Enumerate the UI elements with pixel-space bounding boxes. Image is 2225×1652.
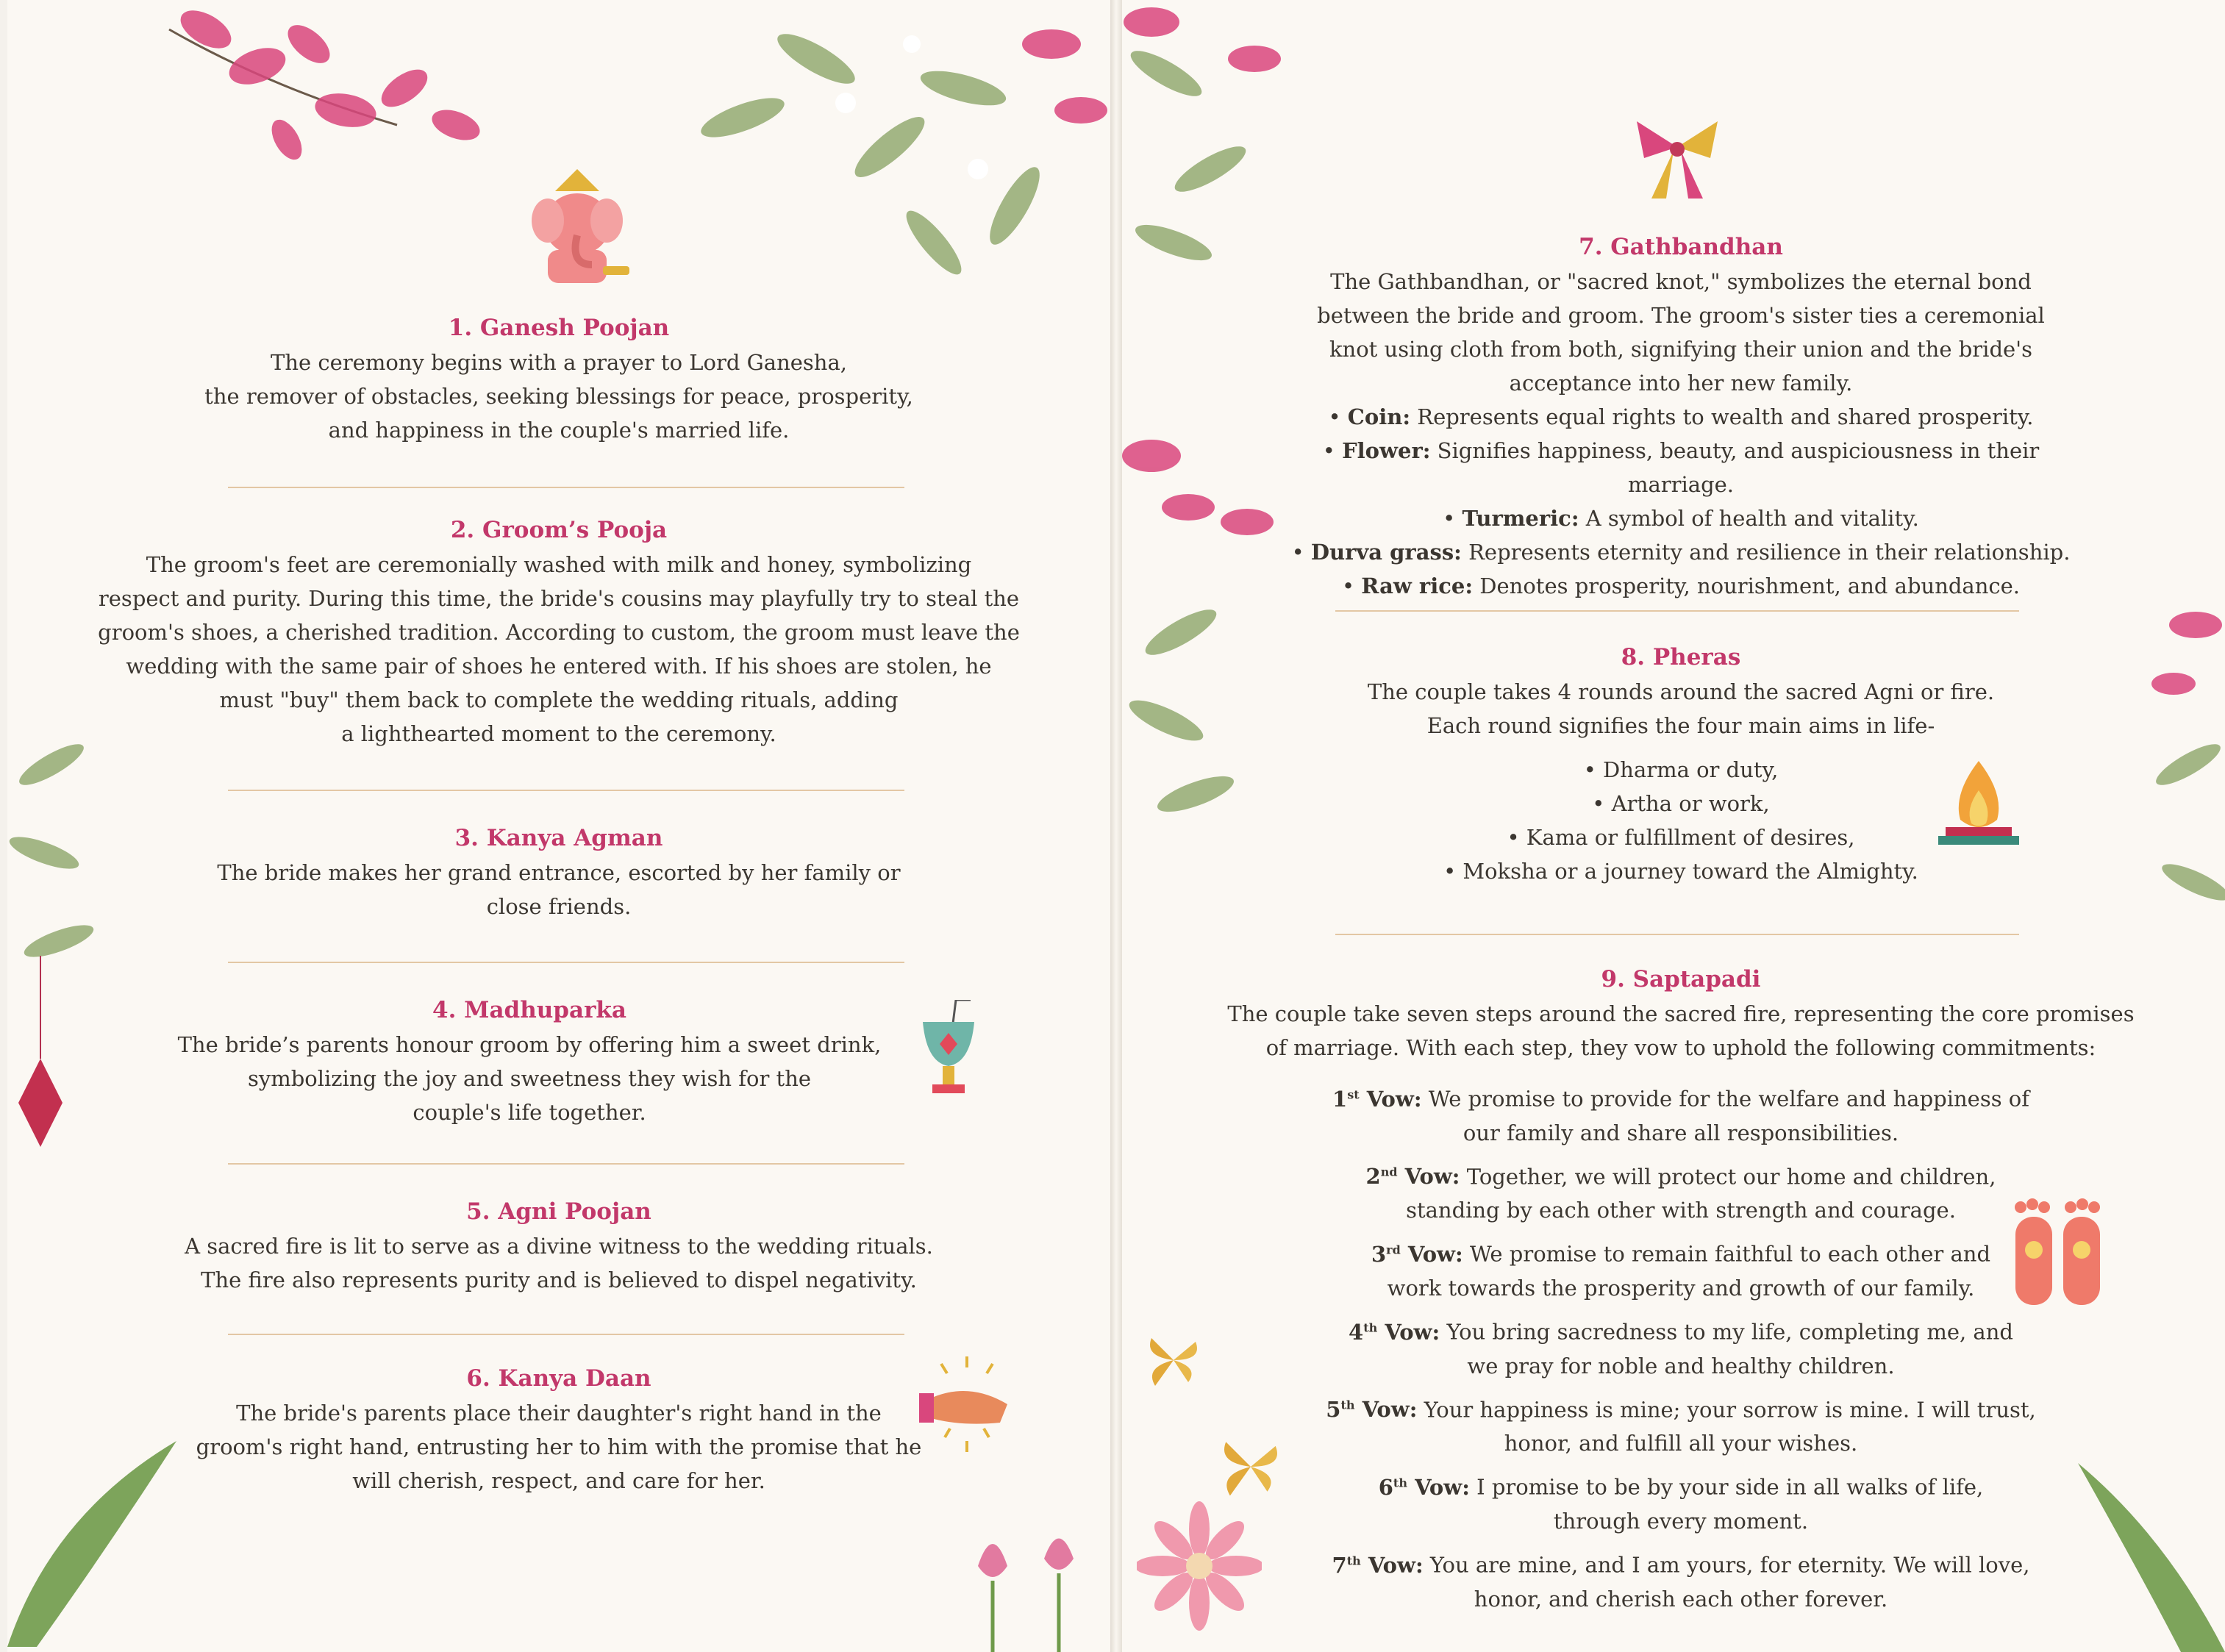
- butterfly-icon: [1144, 1331, 1203, 1390]
- section-ganesh-poojan: [191, 315, 926, 447]
- vow-label: 3rd Vow:: [1371, 1241, 1463, 1267]
- section-title: 5. Agni Poojan: [466, 1198, 651, 1225]
- section-body: The Gathbandhan, or "sacred knot," symbolizes the eternal bond between the bride and groom. The groom's sister ties a ceremonial knot using cloth from both, signifying their union and the bride's acceptance into her new family.: [1317, 269, 2045, 396]
- vow-text: Your happiness is mine; your sorrow is mine. I will trust, honor, and fulfill all your wishes.: [1424, 1397, 2036, 1456]
- page-fold: [1110, 0, 1122, 1652]
- item-term: Flower:: [1342, 438, 1431, 463]
- vow-label: 4th Vow:: [1349, 1319, 1440, 1345]
- list-item: • Dharma or duty,: [1583, 757, 1779, 782]
- item-text: Signifies happiness, beauty, and auspiciousness in their marriage.: [1437, 438, 2040, 497]
- vow-label: 7th Vow:: [1332, 1552, 1424, 1578]
- section-body: A sacred fire is lit to serve as a divine witness to the wedding rituals. The fire also represents purity and is believed to dispel negativity.: [185, 1234, 933, 1292]
- list-item: • Artha or work,: [1592, 791, 1770, 816]
- divider: [228, 487, 904, 488]
- vow-label: 6th Vow:: [1378, 1474, 1470, 1500]
- section-saptapadi: [1210, 966, 2151, 1622]
- section-title: 3. Kanya Agman: [454, 825, 663, 851]
- vow-item: [1210, 1311, 2151, 1383]
- section-body: The bride makes her grand entrance, escorted by her family or close friends.: [217, 860, 901, 919]
- sacred-knot-icon: [1629, 114, 1725, 202]
- item-text: Denotes prosperity, nourishment, and abundance.: [1479, 573, 2021, 598]
- vow-label: 2nd Vow:: [1365, 1164, 1460, 1190]
- vow-text: Together, we will protect our home and children, standing by each other with strength and courage.: [1406, 1164, 1996, 1223]
- vow-item: [1210, 1078, 2151, 1150]
- section-title: 2. Groom’s Pooja: [450, 517, 668, 543]
- item-term: Coin:: [1347, 404, 1411, 429]
- section-body: The bride's parents place their daughter's right hand in the groom's right hand, entrusting her to him with the promise that he will cherish, respect, and care for her.: [196, 1401, 922, 1493]
- right-page: [1122, 0, 2225, 1652]
- tulip-flowers-icon: [949, 1522, 1110, 1652]
- section-pheras: [1313, 644, 2049, 888]
- list-item: • Raw rice: Denotes prosperity, nourishment, and abundance.: [1341, 573, 2021, 598]
- list-item: • Kama or fulfillment of desires,: [1507, 825, 1855, 850]
- section-agni-poojan: [154, 1198, 963, 1297]
- divider: [228, 1334, 904, 1335]
- section-title: 8. Pheras: [1621, 644, 1741, 671]
- section-title: 4. Madhuparka: [432, 997, 626, 1023]
- item-term: Durva grass:: [1310, 540, 1462, 565]
- divider: [228, 962, 904, 963]
- drink-cup-icon: [919, 1000, 978, 1103]
- list-item: • Coin: Represents equal rights to wealth and shared prosperity.: [1328, 404, 2034, 429]
- vow-text: I promise to be by your side in all walks of life, through every moment.: [1476, 1474, 1984, 1534]
- item-text: A symbol of health and vitality.: [1585, 506, 1919, 531]
- vow-text: You are mine, and I am yours, for eternity. We will love, honor, and cherish each other forever.: [1429, 1552, 2030, 1612]
- section-kanya-daan: [154, 1365, 963, 1498]
- list-item: • Durva grass: Represents eternity and resilience in their relationship.: [1291, 540, 2071, 565]
- item-text: Represents eternity and resilience in their relationship.: [1468, 540, 2071, 565]
- vow-item: [1210, 1389, 2151, 1461]
- section-body: The bride’s parents honour groom by offering him a sweet drink, symbolizing the joy and sweetness they wish for the couple's life together.: [177, 1032, 882, 1125]
- pink-flower-branch-icon: [162, 0, 507, 191]
- section-grooms-pooja: [81, 517, 1037, 751]
- vow-label: 5th Vow:: [1326, 1397, 1418, 1423]
- list-item: • Flower: Signifies happiness, beauty, and auspiciousness in their marriage.: [1322, 438, 2040, 497]
- vow-text: We promise to remain faithful to each other and work towards the prosperity and growth of our family.: [1387, 1241, 1991, 1301]
- lantern-icon: [18, 1059, 63, 1147]
- section-body: The ceremony begins with a prayer to Lord Ganesha, the remover of obstacles, seeking blessings for peace, prosperity, and happiness in the couple's married life.: [204, 350, 913, 443]
- vow-item: [1210, 1233, 2151, 1305]
- vow-item: [1210, 1156, 2151, 1228]
- green-foliage-icon: [669, 0, 1110, 309]
- section-title: 9. Saptapadi: [1601, 966, 1761, 993]
- section-body: The couple takes 4 rounds around the sacred Agni or fire. Each round signifies the four main aims in life-: [1367, 679, 1995, 738]
- section-body: The couple take seven steps around the sacred fire, representing the core promises of marriage. With each step, they vow to uphold the following commitments:: [1227, 1001, 2135, 1060]
- vow-text: We promise to provide for the welfare and happiness of our family and share all responsibilities.: [1428, 1086, 2029, 1145]
- vow-item: [1210, 1544, 2151, 1616]
- item-term: Turmeric:: [1462, 506, 1579, 531]
- section-body: The groom's feet are ceremonially washed with milk and honey, symbolizing respect and purity. During this time, the bride's cousins may playfully try to steal the groom's shoes, a cherished tradition. According to custom, the groom must leave the wedding with the same pair of shoes he entered with. If his shoes are stolen, he must "buy" them back to complete the wedding rituals, adding a lighthearted moment to the ceremony.: [98, 552, 1020, 746]
- vow-item: [1210, 1466, 2151, 1538]
- section-title: 7. Gathbandhan: [1579, 234, 1783, 260]
- left-page: [7, 0, 1110, 1652]
- ganesha-icon: [518, 169, 636, 287]
- section-title: 1. Ganesh Poojan: [448, 315, 670, 341]
- item-term: Raw rice:: [1361, 573, 1474, 598]
- divider: [1335, 934, 2019, 935]
- list-item: • Moksha or a journey toward the Almighty.: [1443, 859, 1918, 884]
- divider: [228, 790, 904, 791]
- section-kanya-agman: [191, 825, 926, 923]
- item-text: Represents equal rights to wealth and shared prosperity.: [1417, 404, 2034, 429]
- section-gathbandhan: [1284, 234, 2078, 603]
- list-item: • Turmeric: A symbol of health and vitality.: [1443, 506, 1919, 531]
- vow-label: 1st Vow:: [1332, 1086, 1422, 1112]
- section-title: 6. Kanya Daan: [466, 1365, 651, 1392]
- vow-text: You bring sacredness to my life, completing me, and we pray for noble and healthy children.: [1446, 1319, 2013, 1379]
- vow-list: [1210, 1078, 2151, 1616]
- pheras-items: [1313, 753, 2049, 888]
- left-vine-icon: [7, 735, 110, 1176]
- gathbandhan-items: [1284, 400, 2078, 603]
- divider: [228, 1163, 904, 1165]
- section-madhuparka: [162, 997, 897, 1129]
- divider: [1335, 610, 2019, 612]
